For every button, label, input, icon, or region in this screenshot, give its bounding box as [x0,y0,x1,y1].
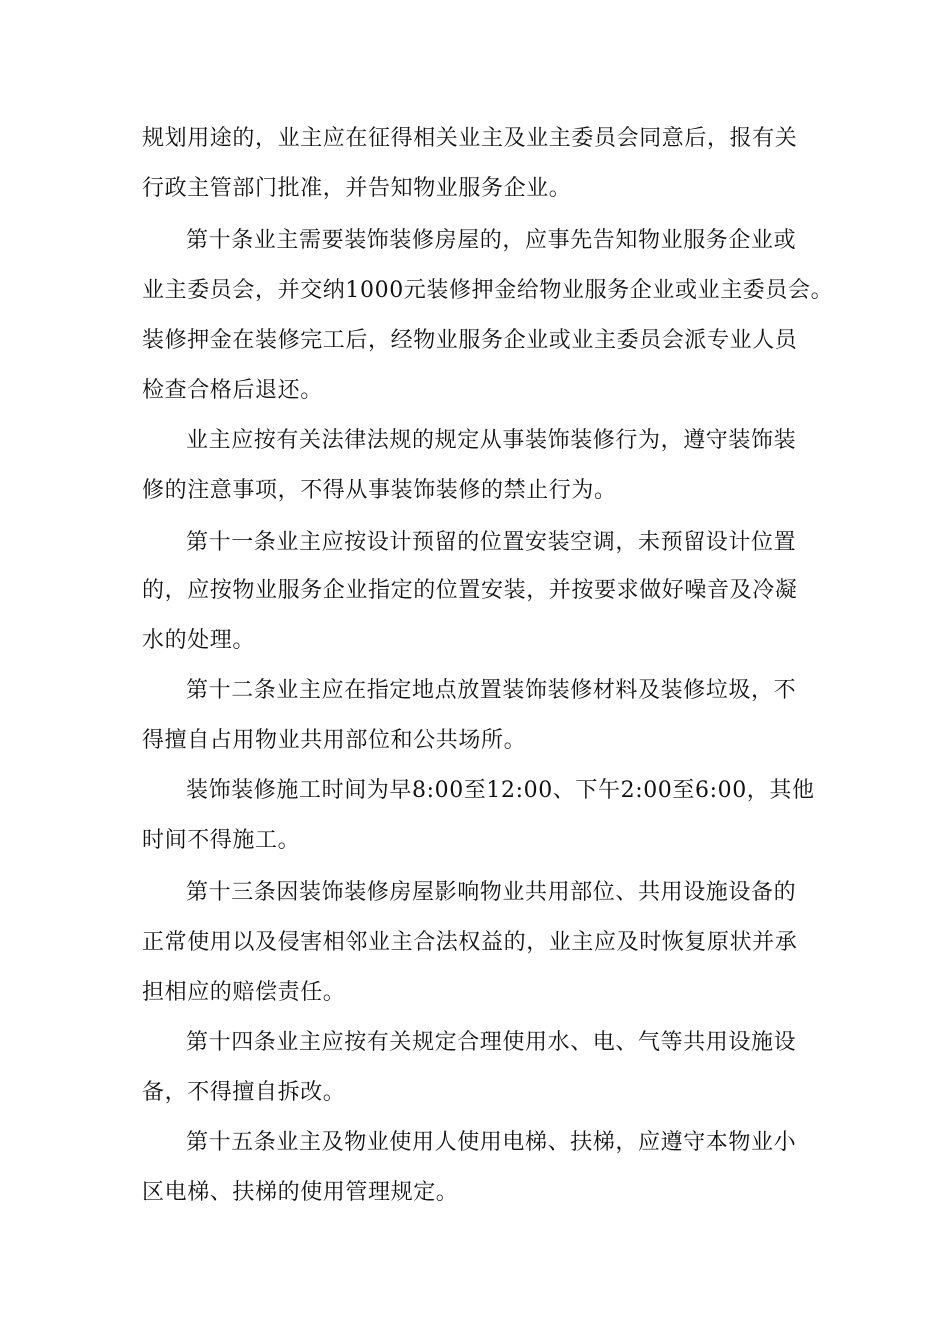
paragraph-9-line-2: 区电梯、扶梯的使用管理规定。 [142,1180,459,1205]
paragraph-4-line-2: 的，应按物业服务企业指定的位置安装，并按要求做好噪音及冷凝 [142,578,798,603]
paragraph-2-line-4: 检查合格后退还。 [142,378,323,403]
paragraph-6-line-2: 时间不得施工。 [142,828,301,853]
paragraph-3-line-2: 修的注意事项，不得从事装饰装修的禁止行为。 [142,478,617,503]
paragraph-1-line-2: 行政主管部门批准，并告知物业服务企业。 [142,176,572,201]
paragraph-5-line-1: 第十二条业主应在指定地点放置装饰装修材料及装修垃圾，不 [186,678,797,703]
paragraph-5-line-2: 得擅自占用物业共用部位和公共场所。 [142,728,527,753]
paragraph-2-line-2: 业主委员会，并交纳1000元装修押金给物业服务企业或业主委员会。 [142,278,834,303]
paragraph-8-line-1: 第十四条业主应按有关规定合理使用水、电、气等共用设施设 [186,1030,797,1055]
paragraph-4-line-3: 水的处理。 [142,628,256,653]
paragraph-6-line-1: 装饰装修施工时间为早8:00至12:00、下午2:00至6:00，其他 [186,778,815,803]
paragraph-2-line-3: 装修押金在装修完工后，经物业服务企业或业主委员会派专业人员 [142,328,798,353]
paragraph-3-line-1: 业主应按有关法律法规的规定从事装饰装修行为，遵守装饰装 [186,428,797,453]
paragraph-7-line-1: 第十三条因装饰装修房屋影响物业共用部位、共用设施设备的 [186,880,797,905]
paragraph-8-line-2: 备，不得擅自拆改。 [142,1080,346,1105]
paragraph-2-line-1: 第十条业主需要装饰装修房屋的，应事先告知物业服务企业或 [186,228,797,253]
paragraph-4-line-1: 第十一条业主应按设计预留的位置安装空调，未预留设计位置 [186,530,797,555]
paragraph-7-line-3: 担相应的赔偿责任。 [142,980,346,1005]
paragraph-9-line-1: 第十五条业主及物业使用人使用电梯、扶梯，应遵守本物业小 [186,1130,797,1155]
paragraph-7-line-2: 正常使用以及侵害相邻业主合法权益的，业主应及时恢复原状并承 [142,930,798,955]
paragraph-1-line-1: 规划用途的，业主应在征得相关业主及业主委员会同意后，报有关 [142,126,798,151]
